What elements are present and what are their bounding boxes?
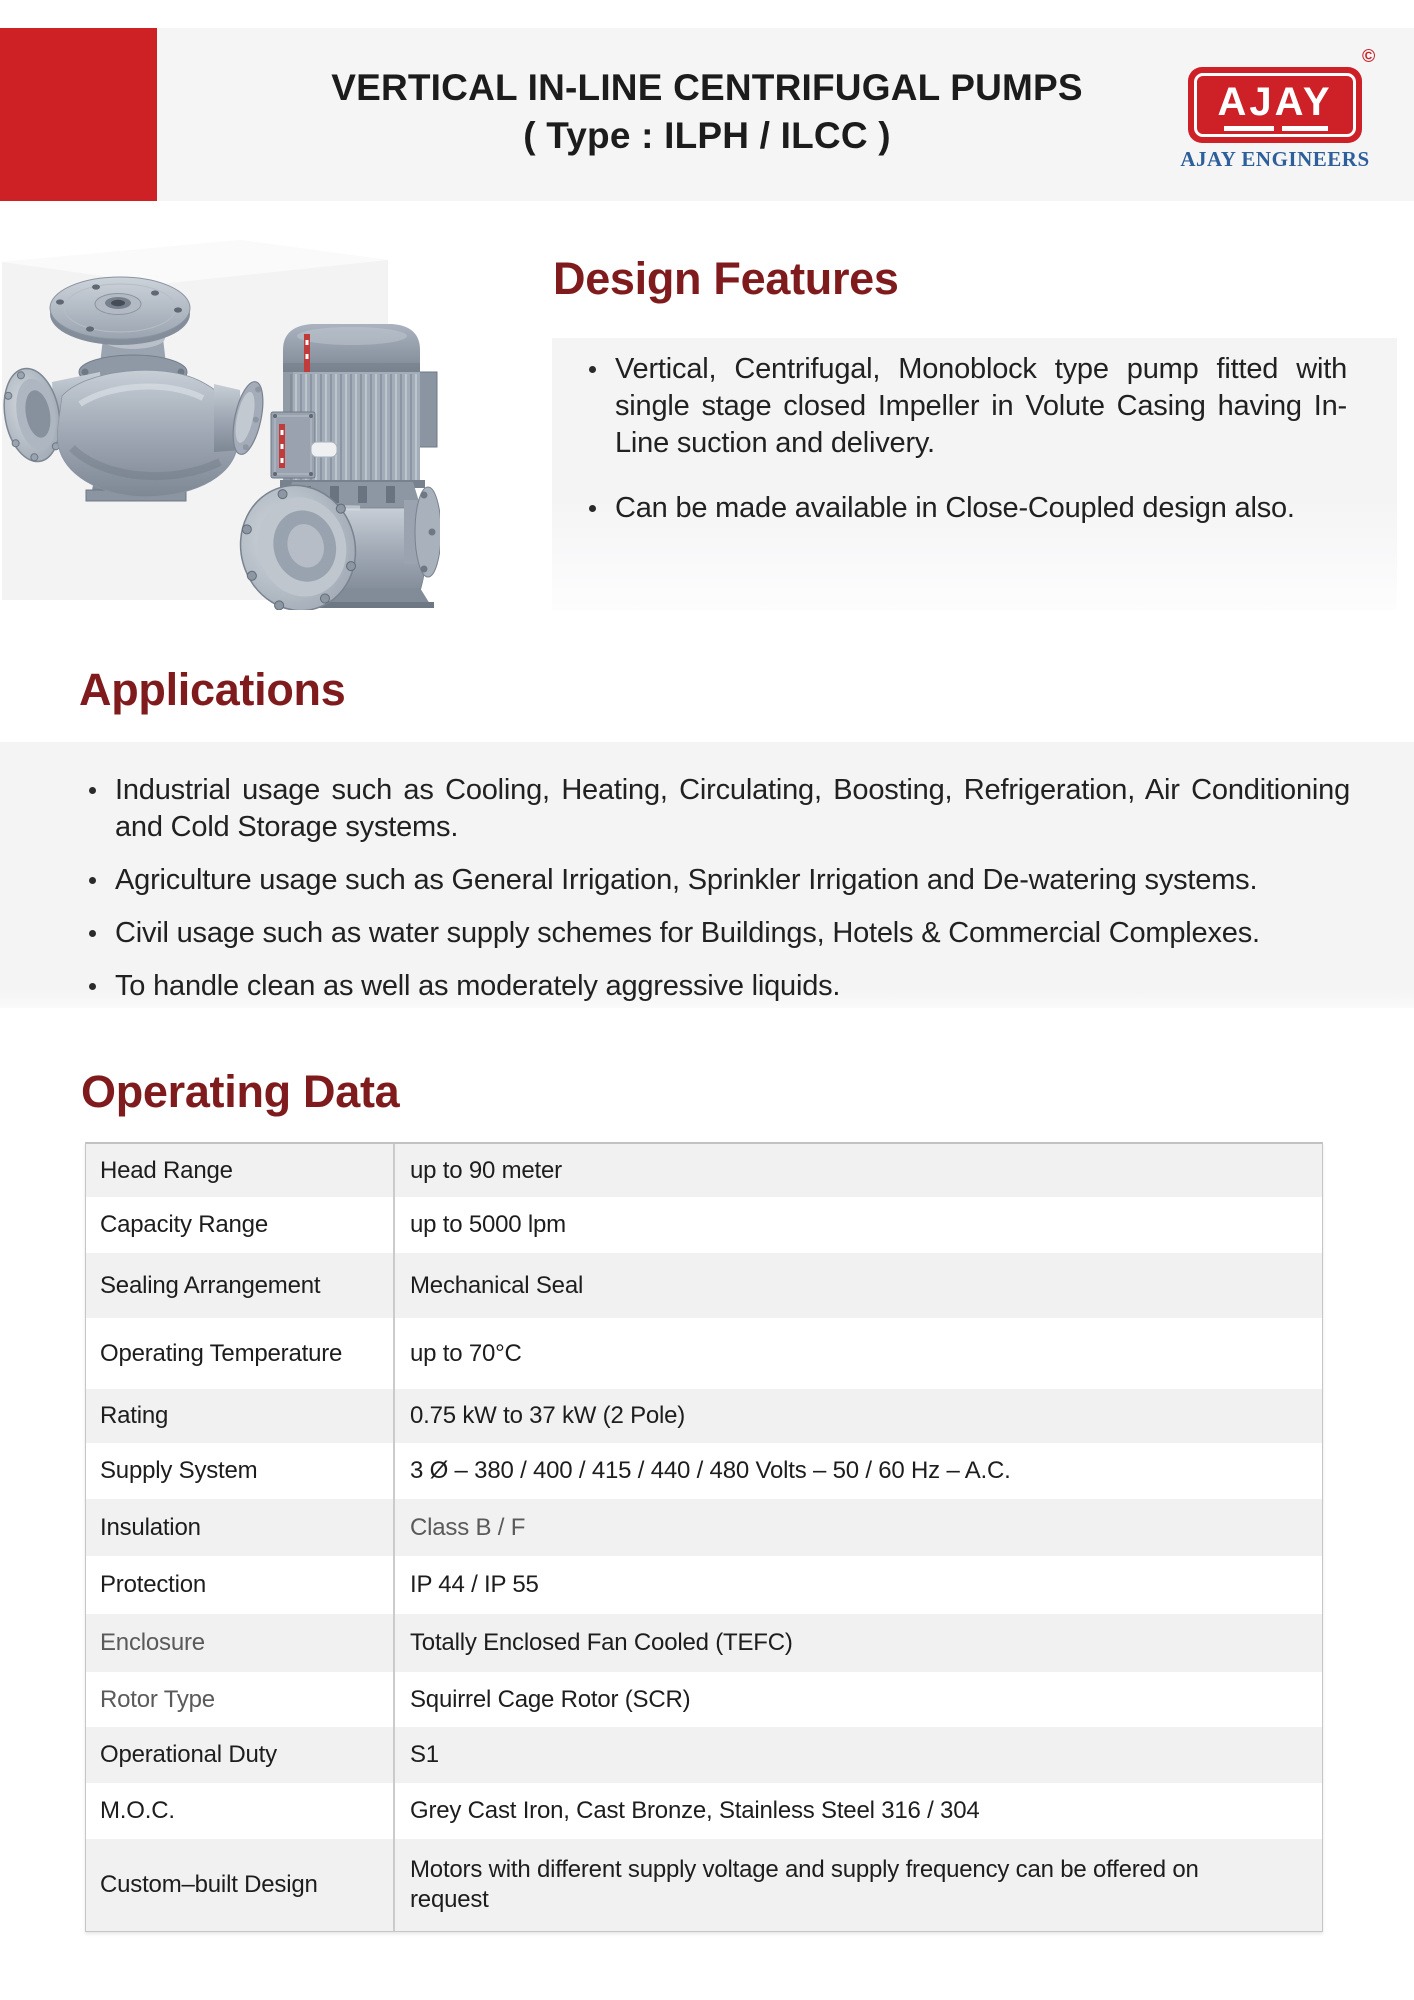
- table-row: [86, 1672, 1322, 1727]
- applications-list: [0, 742, 1414, 1005]
- logo-wordmark: AJAY: [1217, 80, 1333, 124]
- table-row: [86, 1839, 1322, 1931]
- applications-band: [0, 742, 1414, 1008]
- table-row: [86, 1318, 1322, 1389]
- copyright-icon: ©: [1362, 46, 1376, 66]
- row-label: Sealing Arrangement: [100, 1271, 321, 1299]
- application-item: Industrial usage such as Cooling, Heating, Circulating, Boosting, Refrigeration, Air Conditioning and Cold Storage systems.: [115, 772, 1350, 846]
- design-features-list: [552, 338, 1397, 527]
- page-title-line1: VERTICAL IN-LINE CENTRIFUGAL PUMPS: [331, 67, 1083, 108]
- table-row: [86, 1144, 1322, 1197]
- table-row: [86, 1783, 1322, 1839]
- operating-data-heading: Operating Data: [81, 1066, 400, 1117]
- application-item: To handle clean as well as moderately aggressive liquids.: [115, 968, 1350, 1005]
- row-label: Operating Temperature: [100, 1339, 343, 1367]
- product-photo: [0, 200, 440, 610]
- row-label: Protection: [100, 1571, 207, 1598]
- row-value: Class B / F: [393, 1499, 1322, 1556]
- design-features-heading: Design Features: [553, 253, 899, 304]
- table-row: [86, 1197, 1322, 1253]
- row-value: Mechanical Seal: [393, 1253, 1322, 1318]
- operating-data-table: [85, 1142, 1323, 1932]
- row-label: Custom–built Design: [100, 1871, 318, 1898]
- row-label: Operational Duty: [100, 1741, 277, 1768]
- row-value: Motors with different supply voltage and supply frequency can be offered on request: [393, 1839, 1322, 1931]
- application-item: Civil usage such as water supply schemes for Buildings, Hotels & Commercial Complexes.: [115, 915, 1350, 952]
- logo-underline-right: [1282, 126, 1328, 131]
- row-label: Rating: [100, 1402, 169, 1429]
- row-value: 0.75 kW to 37 kW (2 Pole): [393, 1389, 1322, 1443]
- row-value: Squirrel Cage Rotor (SCR): [393, 1672, 1322, 1727]
- design-features-box: [552, 338, 1397, 610]
- table-row: [86, 1727, 1322, 1783]
- design-feature-item: Vertical, Centrifugal, Monoblock type pump fitted with single stage closed Impeller in Volute Casing having In-Line suction and delivery.: [615, 351, 1347, 462]
- row-label: Enclosure: [100, 1629, 205, 1656]
- row-label: Capacity Range: [100, 1211, 268, 1238]
- company-logo: [1188, 67, 1362, 143]
- page-title-line2: ( Type : ILPH / ILCC ): [523, 115, 891, 156]
- row-value: IP 44 / IP 55: [393, 1556, 1322, 1614]
- row-value: Grey Cast Iron, Cast Bronze, Stainless Steel 316 / 304: [393, 1783, 1322, 1839]
- applications-heading: Applications: [79, 664, 346, 715]
- table-row: [86, 1443, 1322, 1499]
- row-label: Insulation: [100, 1513, 201, 1541]
- table-row: [86, 1614, 1322, 1672]
- table-row: [86, 1389, 1322, 1443]
- table-row: [86, 1253, 1322, 1318]
- row-value: 3 Ø – 380 / 400 / 415 / 440 / 480 Volts – 50 / 60 Hz – A.C.: [393, 1443, 1322, 1499]
- design-feature-item: Can be made available in Close-Coupled design also.: [615, 490, 1347, 527]
- row-label: M.O.C.: [100, 1797, 175, 1824]
- company-name: AJAY ENGINEERS: [1180, 147, 1370, 171]
- row-value: S1: [393, 1727, 1322, 1783]
- table-row: [86, 1499, 1322, 1556]
- table-row: [86, 1556, 1322, 1614]
- row-value: up to 70°C: [393, 1318, 1322, 1389]
- row-value: up to 90 meter: [393, 1144, 1322, 1197]
- row-label: Supply System: [100, 1457, 258, 1484]
- row-value: up to 5000 lpm: [393, 1197, 1322, 1253]
- row-value: Totally Enclosed Fan Cooled (TEFC): [393, 1614, 1322, 1672]
- logo-underline-left: [1224, 126, 1274, 131]
- row-label: Rotor Type: [100, 1685, 215, 1713]
- row-label: Head Range: [100, 1156, 233, 1184]
- application-item: Agriculture usage such as General Irrigation, Sprinkler Irrigation and De-watering systems.: [115, 862, 1350, 899]
